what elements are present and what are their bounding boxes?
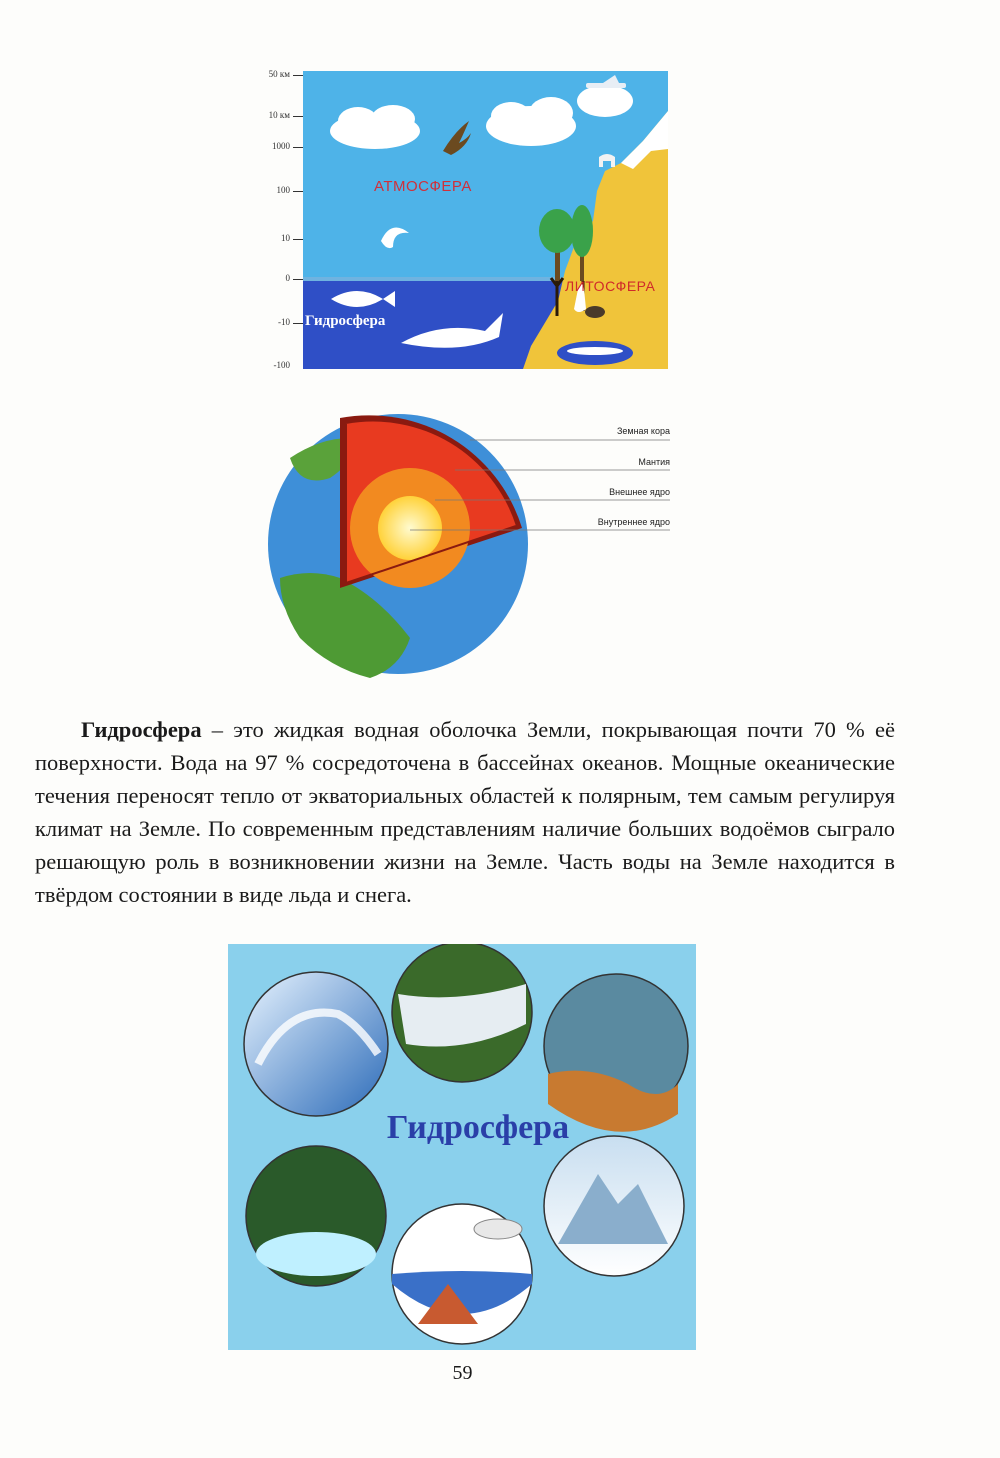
scale-label: 1000 [272, 141, 290, 151]
lithosphere-label: ЛИТОСФЕРА [565, 278, 656, 294]
body-paragraph [35, 713, 895, 911]
atmosphere-label: АТМОСФЕРА [374, 178, 472, 195]
scale-label: 10 км [268, 110, 290, 120]
scale-label: -100 [273, 360, 290, 370]
spheres-diagram [250, 62, 670, 372]
layer-label: Земная кора [616, 426, 670, 436]
paragraph-text: – это жидкая водная оболочка Земли, покрывающая почти 70 % её поверхности. Вода на 97 % сосредоточена в бассейнах океанов. Мощные океанические течения переносят тепло от экваториальных областей к полярным, тем самым регулируя климат на Земле. По современным представлениям наличие больших водоёмов сыграло решающую роль в возникновении жизни на Земле. Часть воды на Земле находится в твёрдом состоянии в виде льда и снега. [35, 717, 895, 907]
mole-icon [585, 306, 605, 318]
earth-layers-diagram [260, 408, 680, 680]
collage-title: Гидросфера [386, 1109, 570, 1146]
layer-label: Мантия [638, 457, 670, 467]
scale-label: 0 [285, 273, 290, 283]
layer-label: Внешнее ядро [609, 487, 670, 497]
scale-label: 10 [281, 233, 290, 243]
hydrosphere-collage [228, 944, 696, 1350]
layer-label: Внутреннее ядро [597, 517, 670, 527]
term-highlight: Гидросфера [81, 717, 202, 742]
scale-label: -10 [278, 317, 290, 327]
earth-cutaway [260, 408, 680, 680]
scale-label: 50 км [268, 69, 290, 79]
page-number: 59 [452, 1362, 473, 1384]
scale-label: 100 [276, 185, 290, 195]
hydrosphere-label: Гидросфера [305, 313, 386, 329]
collage-background [228, 944, 696, 1350]
